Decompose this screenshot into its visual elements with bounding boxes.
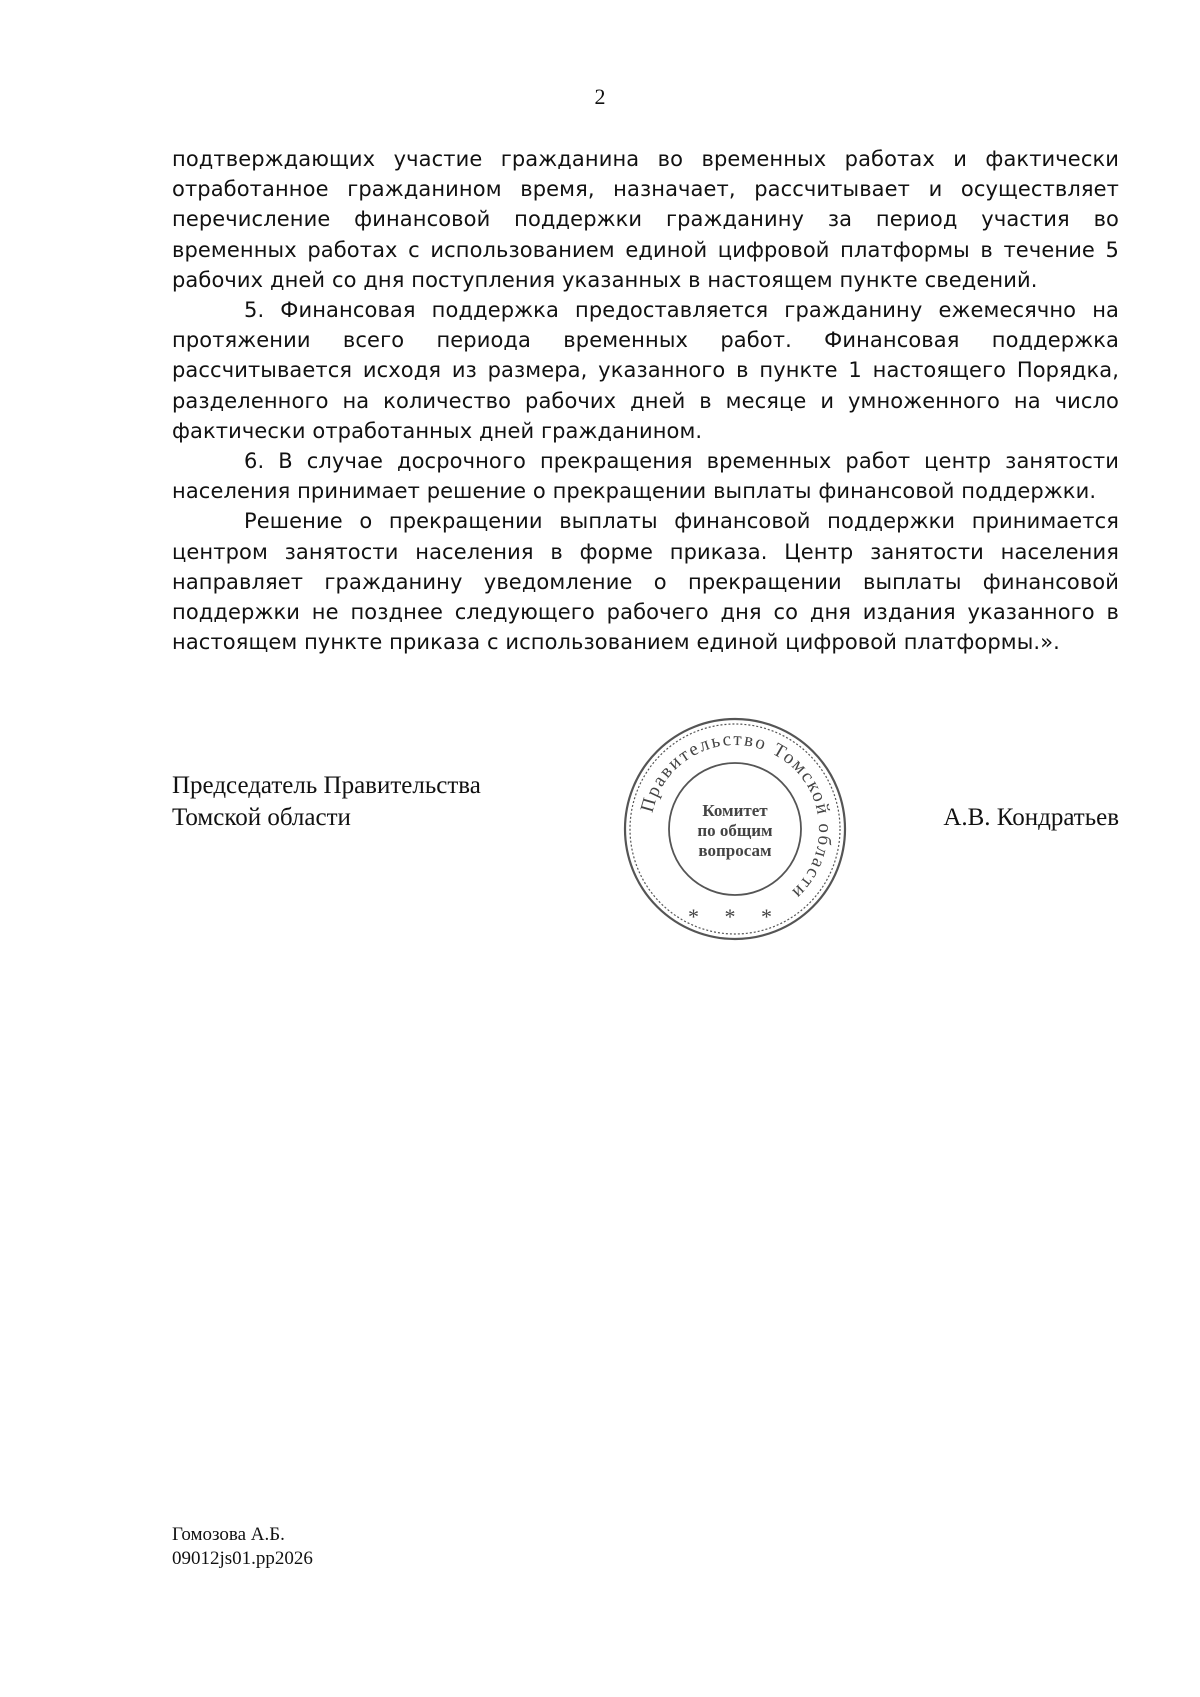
stamp-inner-line3: вопросам: [698, 841, 772, 860]
stamp-stars: * * *: [688, 904, 782, 929]
executor-info: [172, 1523, 313, 1571]
stamp-outer-text: Правительство Томской области: [636, 728, 836, 905]
signatory-position-line1: Председатель Правительства: [172, 772, 481, 799]
executor-name: Гомозова А.Б.: [172, 1524, 285, 1545]
document-code: 09012js01.pp2026: [172, 1548, 313, 1569]
paragraph-item-6: 6. В случае досрочного прекращения временных работ центр занятости населения принимает решение о прекращении выплаты финансовой поддержки.: [172, 449, 1119, 504]
page-number: 2: [594, 84, 606, 109]
stamp-inner-line1: Комитет: [702, 801, 768, 820]
signatory-position-line2: Томской области: [172, 804, 351, 831]
signatory-name: А.В. Кондратьев: [943, 804, 1119, 831]
paragraph-continuation: подтверждающих участие гражданина во временных работах и фактически отработанное гражданином время, назначает, рассчитывает и осуществляет перечисление финансовой поддержки гражданину за период участия во временных работах с использованием единой цифровой платформы в течение 5 рабочих дней со дня поступления указанных в настоящем пункте сведений.: [172, 147, 1119, 292]
paragraph-item-5: 5. Финансовая поддержка предоставляется гражданину ежемесячно на протяжении всего периода временных работ. Финансовая поддержка рассчитывается исходя из размера, указанного в пункте 1 настоящего Порядка, разделенного на количество рабочих дней в месяце и умноженного на число фактически отработанных дней гражданином.: [172, 298, 1119, 443]
signatory-position: [172, 770, 481, 834]
body-text: [172, 144, 1119, 657]
stamp-inner-line2: по общим: [697, 821, 773, 840]
official-stamp: [622, 716, 848, 942]
paragraph-decision: Решение о прекращении выплаты финансовой поддержки принимается центром занятости населения в форме приказа. Центр занятости населения направляет гражданину уведомление о прекращении выплаты финансовой поддержки не позднее следующего рабочего дня со дня издания указанного в настоящем пункте приказа с использованием единой цифровой платформы.».: [172, 509, 1119, 655]
